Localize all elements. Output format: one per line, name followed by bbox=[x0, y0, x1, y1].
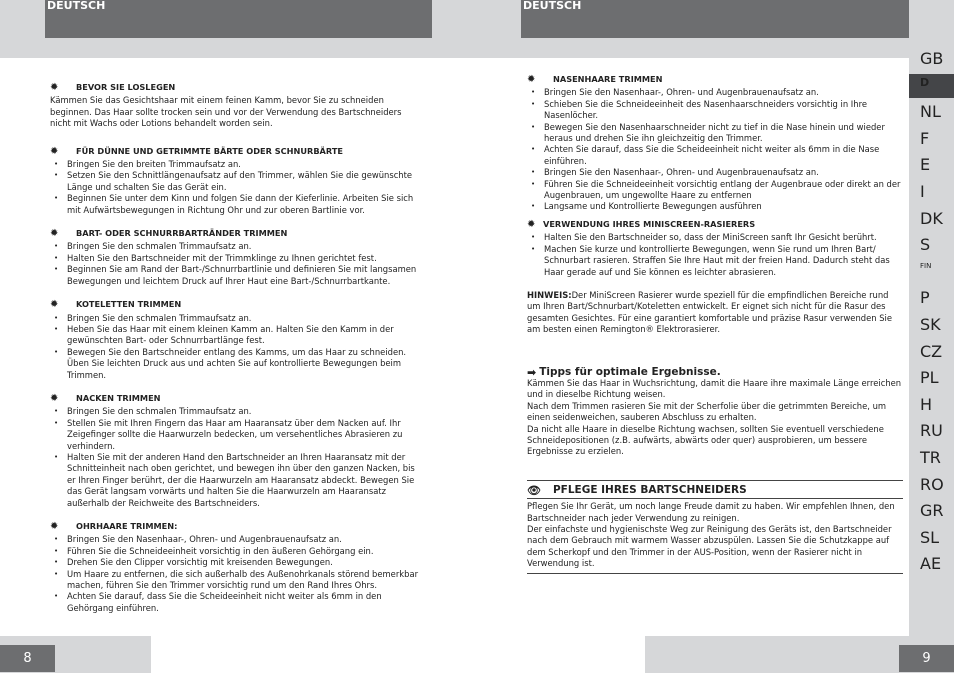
list-item: • Halten Sie den Bartschneider mit der Trimmklinge zu Ihnen gerichtet fest. bbox=[67, 253, 422, 264]
section-title-text: FÜR DÜNNE UND GETRIMMTE BÄRTE ODER SCHNURBÄRTE bbox=[76, 145, 344, 156]
section-title bbox=[527, 74, 903, 85]
list-item: • Langsame und Kontrollierte Bewegungen ausführen bbox=[544, 201, 903, 212]
paragraph: Nach dem Trimmen rasieren Sie mit der Scherfolie über die getrimmten Bereiche, um einen seidenweichen, sauberen Abschluss zu erhalten. bbox=[527, 400, 887, 423]
list-item: • Führen Sie die Schneideeinheit vorsichtig entlang der Augenbraue oder direkt an der Augenbrauen, um ungewollte Haare zu entfernen bbox=[544, 179, 903, 202]
arrow-right-icon: ➡ bbox=[527, 365, 537, 379]
section-title bbox=[527, 219, 903, 230]
list-item: • Halten Sie den Bartschneider so, dass der MiniScreen sanft Ihr Gesicht berührt. bbox=[544, 232, 903, 243]
list-item: • Beginnen Sie unter dem Kinn und folgen Sie dann der Kieferlinie. Arbeiten Sie sich mit Aufwärtsbewegungen in Richtung Ohr und zur oberen Bartlinie vor. bbox=[67, 193, 422, 216]
section-title-text: OHRHAARE TRIMMEN: bbox=[76, 521, 178, 531]
paragraph: Der einfachste und hygienischste Weg zur Reinigung des Geräts ist, den Bartschneider nach dem Gebrauch mit warmem Wasser abzuspülen. Lassen Sie die Schutzkappe auf dem Scherkopf und den Trimmer in der AUS-Position, wenn der Rasierer nicht in Verwendung ist. bbox=[527, 524, 892, 569]
list-item: • Bewegen Sie den Bartschneider entlang des Kamms, um das Haar zu schneiden. Üben Sie leichten Druck aus und achten Sie auf kontrollierte Bewegungen beim Trimmen. bbox=[67, 347, 422, 381]
language-tab-p[interactable]: P bbox=[920, 288, 930, 308]
language-tab-gb[interactable]: GB bbox=[920, 49, 944, 68]
language-tab-ru[interactable]: RU bbox=[920, 421, 943, 441]
list-item: • Bringen Sie den schmalen Trimmaufsatz an. bbox=[67, 241, 422, 252]
bullet-list bbox=[50, 159, 422, 216]
list-item: • Bringen Sie den Nasenhaar-, Ohren- und Augenbrauenaufsatz an. bbox=[544, 87, 903, 98]
bullet-list bbox=[50, 406, 422, 509]
section-title bbox=[50, 521, 422, 532]
list-item: • Bewegen Sie den Nasenhaarschneider nicht zu tief in die Nase hinein und wieder heraus und drehen Sie ihn gleichzeitig den Trimmer. bbox=[544, 122, 903, 145]
sparkle-icon: ✹ bbox=[527, 218, 536, 230]
section-title-text: KOTELETTEN TRIMMEN bbox=[76, 299, 182, 310]
language-tab-s[interactable]: S bbox=[920, 235, 931, 255]
list-item: • Setzen Sie den Schnittlängenaufsatz auf den Trimmer, wählen Sie die gewünschte Länge und schalten Sie das Gerät ein. bbox=[67, 170, 422, 193]
sparkle-icon: ✹ bbox=[50, 521, 59, 532]
language-tab-h[interactable]: H bbox=[920, 394, 933, 414]
language-tab-sl[interactable]: SL bbox=[920, 527, 940, 547]
sparkle-icon: ✹ bbox=[50, 299, 59, 311]
tips-title: Tipps für optimale Ergebnisse. bbox=[539, 365, 721, 378]
list-item: • Bringen Sie den schmalen Trimmaufsatz an. bbox=[67, 313, 422, 324]
selected-language-bar bbox=[909, 74, 954, 98]
bullet-list bbox=[527, 232, 903, 278]
language-tab-ro[interactable]: RO bbox=[920, 474, 944, 494]
section-title bbox=[50, 228, 422, 239]
sparkle-icon: ✹ bbox=[527, 74, 536, 85]
note-text: Der MiniScreen Rasierer wurde speziell für die empfindlichen Bereiche rund um Ihren Bart/Schnurbart/Koteletten entwickelt. Er eignet sich nicht für die Rasur des gesamten Gesichtes. Für eine garantiert komfortable und präzise Rasur verwenden Sie am besten einen Remington® Elektrorasierer. bbox=[527, 289, 893, 335]
list-item: • Bringen Sie den schmalen Trimmaufsatz an. bbox=[67, 406, 422, 417]
list-item: • Führen Sie die Schneideeinheit vorsichtig in den äußeren Gehörgang ein. bbox=[67, 546, 422, 557]
bullet-list bbox=[50, 534, 422, 614]
tips-heading bbox=[527, 367, 903, 378]
list-item: • Machen Sie kurze und kontrollierte Bewegungen, wenn Sie rund um Ihren Bart/ Schnurbart rasieren. Straffen Sie Ihre Haut mit der freien Hand. Dadurch steht das Haar gerade auf und Sie können es leichter abrasieren. bbox=[544, 244, 903, 278]
sparkle-icon: ✹ bbox=[50, 82, 59, 93]
language-tab-cz[interactable]: CZ bbox=[920, 341, 943, 361]
page-number-left: 8 bbox=[0, 645, 55, 672]
language-tab-nl[interactable]: NL bbox=[920, 102, 941, 122]
section-title bbox=[50, 146, 422, 157]
bullet-list bbox=[50, 241, 422, 287]
care-heading bbox=[527, 485, 903, 499]
paragraph: Kämmen Sie das Haar in Wuchsrichtung, damit die Haare ihre maximale Länge erreichen und in dieselbe Richtung weisen. bbox=[527, 377, 902, 400]
language-tab-i[interactable]: I bbox=[920, 182, 925, 201]
list-item: • Achten Sie darauf, dass Sie die Scheideeinheit nicht weiter als 6mm in den Gehörgang einführen. bbox=[67, 591, 422, 614]
list-item: • Bringen Sie den breiten Trimmaufsatz an. bbox=[67, 159, 422, 170]
list-item: • Stellen Sie mit Ihren Fingern das Haar am Haaransatz über dem Nacken auf. Ihr Zeigefinger sollte die Haarwurzeln bedecken, um versehentliches Abrasieren zu verhindern. bbox=[67, 418, 422, 452]
bullet-list bbox=[527, 87, 903, 212]
divider bbox=[527, 480, 903, 481]
language-tab-d[interactable]: D bbox=[920, 75, 930, 89]
paragraph: Pflegen Sie Ihr Gerät, um noch lange Freude damit zu haben. Wir empfehlen Ihnen, den Bartschneider nach jeder Verwendung zu reinigen. bbox=[527, 501, 895, 523]
list-item: • Drehen Sie den Clipper vorsichtig mit kreisenden Bewegungen. bbox=[67, 557, 422, 568]
language-tab-tr[interactable]: TR bbox=[920, 448, 941, 467]
list-item: • Bringen Sie den Nasenhaar-, Ohren- und Augenbrauenaufsatz an. bbox=[544, 167, 903, 178]
header-right-label: DEUTSCH bbox=[523, 0, 582, 12]
header-left-label: DEUTSCH bbox=[47, 0, 106, 12]
section-title-text: BART- ODER SCHNURRBARTRÄNDER TRIMMEN bbox=[76, 228, 288, 239]
left-column bbox=[50, 82, 422, 614]
sparkle-icon: ✹ bbox=[50, 392, 59, 404]
language-tab-dk[interactable]: DK bbox=[920, 208, 943, 228]
header-right bbox=[521, 0, 909, 38]
divider bbox=[527, 573, 903, 574]
list-item: • Beginnen Sie am Rand der Bart-/Schnurrbartlinie und definieren Sie mit langsamen Bewegungen und leichtem Druck auf Ihrer Haut eine Bart-/Schnurrbartkante. bbox=[67, 264, 422, 287]
care-title: PFLEGE IHRES BARTSCHNEIDERS bbox=[552, 483, 747, 496]
list-item: • Schieben Sie die Schneideeinheit des Nasenhaarschneiders vorsichtig in Ihre Nasenlöcher. bbox=[544, 99, 903, 122]
section-title-text: BEVOR SIE LOSLEGEN bbox=[76, 82, 176, 92]
section-title bbox=[50, 82, 422, 93]
language-tab-fin[interactable]: FIN bbox=[920, 261, 932, 270]
language-tab-ae[interactable]: AE bbox=[920, 554, 942, 574]
language-tab-e[interactable]: E bbox=[920, 155, 931, 175]
section-title bbox=[50, 299, 422, 310]
list-item: • Um Haare zu entfernen, die sich außerhalb des Außenohrkanals störend bemerkbar machen, führen Sie den Trimmer vorsichtig rund um den Rand Ihres Ohrs. bbox=[67, 569, 422, 592]
list-item: • Achten Sie darauf, dass Sie die Scheideeinheit nicht weiter als 6mm in die Nase einführen. bbox=[544, 144, 903, 167]
language-tab-pl[interactable]: PL bbox=[920, 368, 939, 388]
section-title bbox=[50, 393, 422, 404]
note-paragraph bbox=[527, 290, 903, 336]
paragraph: Da nicht alle Haare in dieselbe Richtung wachsen, sollten Sie eventuell verschiedene Schneidepositionen (z.B. aufwärts, abwärts oder quer) ausprobieren, um bessere Ergebnisse zu erzielen. bbox=[527, 423, 884, 457]
right-column bbox=[527, 74, 903, 574]
list-item: • Halten Sie mit der anderen Hand den Bartschneider an Ihren Haaransatz mit der Schnitteinheit nach oben gerichtet, und bewegen ihn über den ganzen Nacken, bis er Ihren Finger berührt, der die Haarwurzeln am Haaransatz abdeckt. Bewegen Sie das Gerät langsam vorwärts und halten Sie die Haarwurzeln am Haaransatz außerhalb der Reichweite des Bartschneiders. bbox=[67, 452, 422, 509]
list-item: • Bringen Sie den Nasenhaar-, Ohren- und Augenbrauenaufsatz an. bbox=[67, 534, 422, 545]
sparkle-icon: ✹ bbox=[50, 228, 59, 240]
page-number-right: 9 bbox=[899, 645, 954, 672]
section-title-text: NASENHAARE TRIMMEN bbox=[553, 74, 663, 84]
eye-icon: 👁 bbox=[527, 483, 541, 497]
paragraph: Kämmen Sie das Gesichtshaar mit einem feinen Kamm, bevor Sie zu schneiden beginnen. Das Haar sollte trocken sein und vor der Verwendung des Bartschneiders nicht mit Wachs oder Lotions behandelt worden sein. bbox=[50, 95, 402, 129]
section-title-text: VERWENDUNG IHRES MINISCREEN-RASIERERS bbox=[543, 218, 756, 229]
header-left bbox=[45, 0, 432, 38]
bullet-list bbox=[50, 313, 422, 381]
language-tab-f[interactable]: F bbox=[920, 128, 930, 148]
language-tab-gr[interactable]: GR bbox=[920, 501, 944, 521]
list-item: • Heben Sie das Haar mit einem kleinen Kamm an. Halten Sie den Kamm in der gewünschten Bart- oder Schnurrbartlänge fest. bbox=[67, 324, 422, 347]
note-label: HINWEIS: bbox=[527, 289, 572, 300]
sparkle-icon: ✹ bbox=[50, 145, 59, 157]
language-tab-sk[interactable]: SK bbox=[920, 315, 941, 334]
section-title-text: NACKEN TRIMMEN bbox=[76, 392, 161, 403]
